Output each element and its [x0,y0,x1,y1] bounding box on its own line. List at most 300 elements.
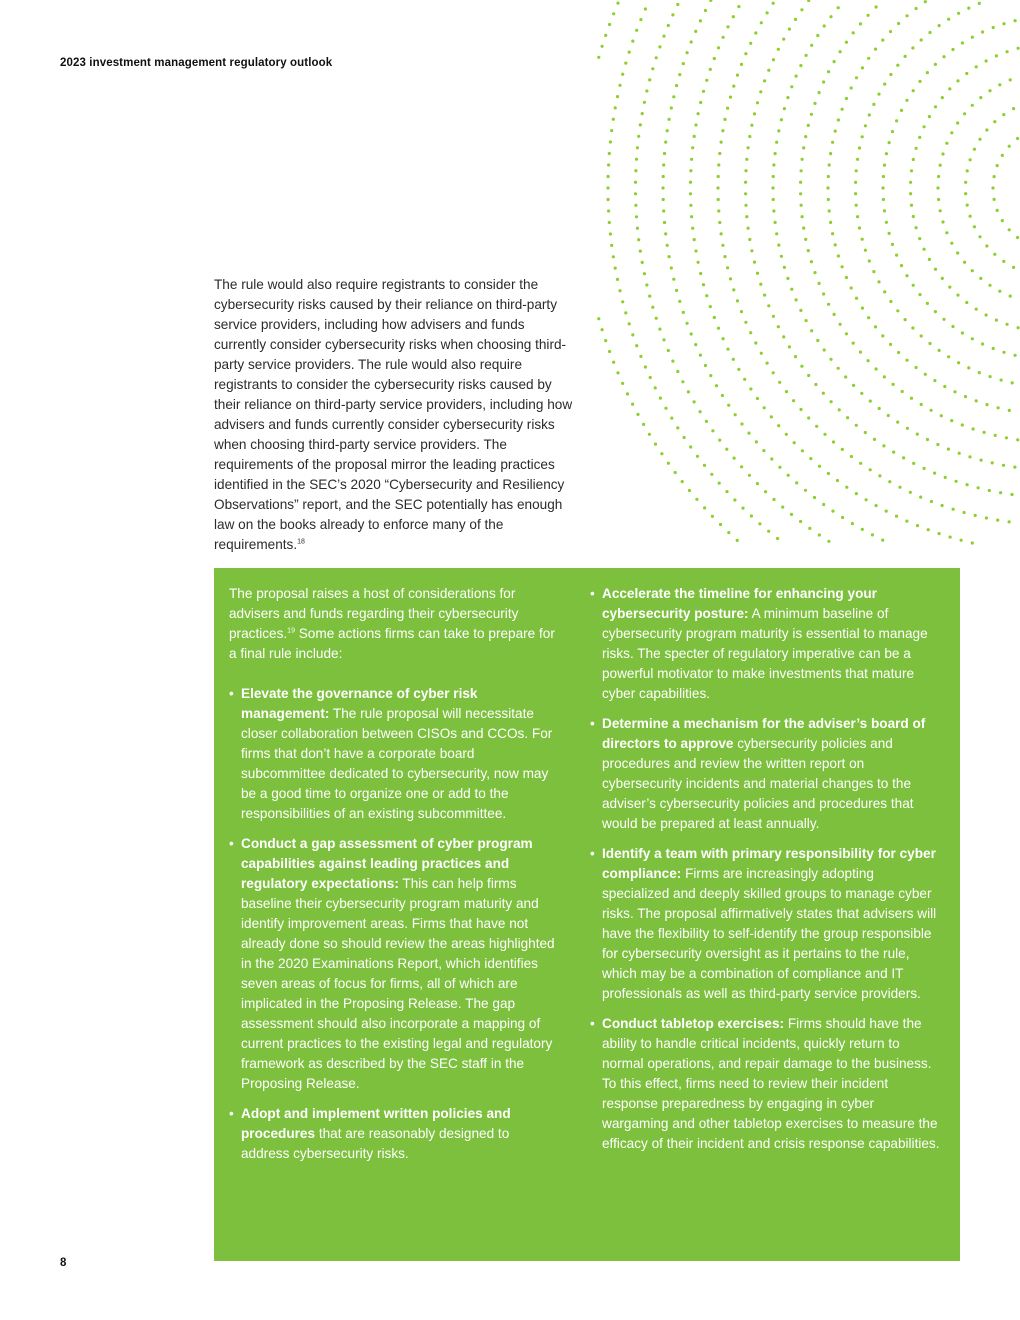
decorative-dot [938,24,941,27]
decorative-dot [957,361,960,364]
decorative-dot [709,68,712,71]
decorative-dot [943,385,946,388]
decorative-dot [969,215,972,218]
decorative-dot [635,344,638,347]
decorative-dot [864,431,867,434]
actions-callout-box [214,568,960,1261]
decorative-dot [995,319,998,322]
decorative-dot [813,496,816,499]
decorative-dot [621,73,624,76]
decorative-dot [717,46,720,49]
decorative-dot [1017,326,1020,329]
decorative-dot [618,289,621,292]
decorative-dot [911,46,914,49]
decorative-dot [1002,260,1005,263]
decorative-dot [994,434,997,437]
decorative-dot [672,278,675,281]
decorative-dot [810,329,813,332]
decorative-dot [639,18,642,21]
decorative-dot [668,118,671,121]
decorative-dot [918,136,921,139]
decorative-dot [967,7,970,10]
decorative-dot [915,226,918,229]
decorative-dot [915,7,918,10]
decorative-dot [612,118,615,121]
decorative-dot [973,148,976,151]
decorative-dot [799,192,802,195]
decorative-dot [616,1,619,4]
decorative-dot [612,12,615,15]
decorative-dot [846,416,849,419]
decorative-dot [697,261,700,264]
decorative-dot [827,175,830,178]
decorative-dot [631,333,634,336]
decorative-dot [889,343,892,346]
decorative-dot [801,158,804,161]
decorative-dot [801,215,804,218]
decorative-dot [902,456,905,459]
decorative-dot [778,466,781,469]
decorative-dot [906,359,909,362]
decorative-dot [877,280,880,283]
decorative-dot [882,444,885,447]
decorative-dot [744,321,747,324]
decorative-dot [979,96,982,99]
decorative-dot [963,112,966,115]
decorative-dot [1001,154,1004,157]
decorative-dot [763,406,766,409]
decorative-dot [856,215,859,218]
decorative-dot [829,221,832,224]
decorative-dot [905,520,908,523]
decorative-dot [991,461,994,464]
decorative-dot [772,498,775,501]
decorative-dot [961,331,964,334]
decorative-dot [756,397,759,400]
decorative-dot [928,31,931,34]
decorative-dot [855,169,858,172]
decorative-dot [610,244,613,247]
decorative-dot [928,115,931,118]
decorative-dot [881,39,884,42]
decorative-dot [804,238,807,241]
decorative-dot [756,272,759,275]
decorative-dot [763,294,766,297]
decorative-dot [850,286,853,289]
decorative-dot [795,75,798,78]
decorative-dot [644,7,647,10]
decorative-dot [643,101,646,104]
decorative-dot [799,408,802,411]
decorative-dot [996,164,999,167]
decorative-dot [961,423,964,426]
decorative-dot [800,8,803,11]
decorative-dot [829,358,832,361]
decorative-dot [794,18,797,21]
decorative-dot [871,533,874,536]
decorative-dot [661,186,664,189]
decorative-dot [718,439,721,442]
decorative-dot [740,422,743,425]
decorative-dot [827,70,830,73]
decorative-dot [597,56,600,59]
decorative-dot [758,522,761,525]
decorative-dot [867,57,870,60]
decorative-dot [981,342,984,345]
decorative-dot [772,198,775,201]
decorative-dot [688,489,691,492]
decorative-dot [889,73,892,76]
decorative-dot [689,192,692,195]
decorative-dot [744,204,747,207]
decorative-dot [813,271,816,274]
decorative-dot [900,264,903,267]
decorative-dot [918,237,921,240]
decorative-dot [777,129,780,132]
decorative-dot [675,289,678,292]
decorative-dot [981,30,984,33]
decorative-dot [726,107,729,110]
decorative-dot [610,129,613,132]
decorative-dot [727,404,730,407]
decorative-dot [639,250,642,253]
decorative-dot [745,158,748,161]
decorative-dot [794,355,797,358]
decorative-dot [636,227,639,230]
decorative-dot [810,44,813,47]
decorative-dot [915,366,918,369]
decorative-dot [845,276,848,279]
decorative-dot [628,51,631,54]
decorative-dot [699,410,702,413]
decorative-dot [885,152,888,155]
decorative-dot [749,331,752,334]
decorative-dot [1008,520,1011,523]
decorative-dot [850,455,853,458]
decorative-dot [934,105,937,108]
decorative-dot [637,135,640,138]
decorative-dot [988,284,991,287]
decorative-dot [904,55,907,58]
decorative-dot [781,506,784,509]
decorative-dot [834,243,837,246]
decorative-dot [810,260,813,263]
decorative-dot [841,516,844,519]
decorative-dot [888,232,891,235]
decorative-dot [681,480,684,483]
decorative-dot [777,424,780,427]
decorative-dot [910,397,913,400]
decorative-dot [852,31,855,34]
decorative-dot [608,23,611,26]
decorative-dot [912,215,915,218]
decorative-dot [874,48,877,51]
decorative-dot [624,62,627,65]
decorative-dot [941,277,944,280]
decorative-dot [748,474,751,477]
decorative-dot [749,42,752,45]
decorative-dot [785,390,788,393]
decorative-dot [933,379,936,382]
decorative-dot [745,215,748,218]
decorative-dot [744,192,747,195]
decorative-dot [667,462,670,465]
decorative-dot [938,349,941,352]
decorative-dot [1014,354,1017,357]
decorative-dot [662,209,665,212]
decorative-dot [818,465,821,468]
decorative-dot [942,318,945,321]
decorative-dot [860,392,863,395]
decorative-dot [676,426,679,429]
decorative-dot [715,384,718,387]
decorative-dot [978,2,981,5]
decorative-dot [854,181,857,184]
decorative-dot [845,486,848,489]
decorative-dot [856,158,859,161]
decorative-dot [716,186,719,189]
action-item: • Identify a team with primary responsibility for cyber compliance: Firms are increasingly adopting specialized and deeply skilled groups to manage cyber risks. The proposal affirmatively states that advisers will have the flexibility to self-identify the group responsible for cybersecurity oversight as it pertains to the rule, which may be a combination of compliance and IT professionals as well as third-party service providers. [590,844,942,1004]
decorative-dot [978,235,981,238]
decorative-dot [941,152,944,155]
decorative-dot [756,482,759,485]
decorative-dot [988,89,991,92]
decorative-dot [861,238,864,241]
decorative-dot [616,371,619,374]
decorative-dot [978,138,981,141]
decorative-dot [750,514,753,517]
decorative-dot [924,373,927,376]
decorative-dot [910,169,913,172]
decorative-dot [723,118,726,121]
decorative-dot [837,6,840,9]
decorative-dot [695,498,698,501]
decorative-dot [1017,47,1020,50]
decorative-dot [729,277,732,280]
decorative-dot [732,358,735,361]
decorative-dot [689,204,692,207]
decorative-dot [1009,295,1012,298]
decorative-dot [965,301,968,304]
decorative-dot [889,300,892,303]
decorative-dot [901,390,904,393]
decorative-dot [950,242,953,245]
decorative-dot [607,198,610,201]
decorative-dot [924,0,927,3]
action-list-right [590,584,942,1154]
decorative-dot [1010,493,1013,496]
decorative-dot [918,80,921,83]
decorative-dot [642,423,645,426]
decorative-dot [702,283,705,286]
decorative-dot [930,500,933,503]
decorative-dot [608,350,611,353]
decorative-dot [759,283,762,286]
decorative-dot [760,352,763,355]
decorative-dot [966,169,969,172]
decorative-dot [912,89,915,92]
decorative-dot [859,351,862,354]
decorative-dot [614,106,617,109]
decorative-dot [747,146,750,149]
decorative-dot [777,244,780,247]
document-header: 2023 investment management regulatory outlook [60,57,333,69]
decorative-dot [709,305,712,308]
decorative-dot [674,471,677,474]
decorative-dot [993,175,996,178]
decorative-dot [750,249,753,252]
decorative-dot [607,209,610,212]
decorative-dot [985,244,988,247]
decorative-dot [833,313,836,316]
decorative-dot [772,209,775,212]
decorative-dot [658,45,661,48]
decorative-dot [941,220,944,223]
decorative-dot [790,85,793,88]
decorative-dot [651,306,654,309]
decorative-dot [690,40,693,43]
decorative-dot [744,181,747,184]
decorative-dot [939,164,942,167]
decorative-dot [607,163,610,166]
decorative-dot [822,503,825,506]
decorative-dot [823,348,826,351]
decorative-dot [992,26,995,29]
decorative-dot [952,508,955,511]
decorative-dot [991,186,994,189]
decorative-dot [740,63,743,66]
decorative-dot [770,415,773,418]
footnote-ref: 18 [297,538,305,546]
decorative-dot [875,504,878,507]
decorative-dot [766,11,769,14]
decorative-dot [717,163,720,166]
decorative-dot [858,226,861,229]
decorative-dot [655,56,658,59]
decorative-dot [660,452,663,455]
decorative-dot [722,337,725,340]
decorative-dot [604,34,607,37]
decorative-dot [867,316,870,319]
decorative-dot [780,118,783,121]
decorative-dot [606,186,609,189]
decorative-dot [744,169,747,172]
decorative-dot [804,135,807,138]
decorative-dot [747,432,750,435]
decorative-dot [682,62,685,65]
decorative-dot [855,492,858,495]
decorative-dot [888,141,891,144]
decorative-dot [810,113,813,116]
decorative-dot [969,158,972,161]
decorative-dot [904,318,907,321]
decorative-dot [772,2,775,5]
decorative-dot [910,204,913,207]
decorative-dot [916,433,919,436]
decorative-dot [927,528,930,531]
decorative-dot [865,498,868,501]
decorative-dot [837,118,840,121]
decorative-dot [699,272,702,275]
decorative-dot [635,29,638,32]
decorative-dot [637,238,640,241]
decorative-dot [909,192,912,195]
decorative-dot [748,238,751,241]
decorative-dot [869,468,872,471]
decorative-dot [950,131,953,134]
decorative-dot [809,457,812,460]
decorative-dot [668,255,671,258]
decorative-dot [944,476,947,479]
decorative-dot [737,5,740,8]
decorative-dot [733,457,736,460]
decorative-dot [993,253,996,256]
decorative-dot [815,425,818,428]
decorative-dot [694,123,697,126]
decorative-dot [895,515,898,518]
decorative-dot [664,407,667,410]
decorative-dot [725,448,728,451]
decorative-dot [754,31,757,34]
decorative-dot [799,64,802,67]
decorative-dot [837,254,840,257]
decorative-dot [676,3,679,6]
decorative-dot [782,335,785,338]
decorative-dot [851,522,854,525]
action-item: • Accelerate the timeline for enhancing your cybersecurity posture: A minimum baseline of cybersecurity program maturity is essential to manage risks. The specter of regulatory imperative can be a powerful motivator to make investments that mature cyber capabilities. [590,584,942,704]
decorative-dot [831,510,834,513]
decorative-dot [655,317,658,320]
decorative-dot [997,406,1000,409]
decorative-dot [920,38,923,41]
decorative-dot [875,367,878,370]
decorative-dot [1002,351,1005,354]
decorative-dot [788,345,791,348]
decorative-dot [915,147,918,150]
decorative-dot [618,84,621,87]
decorative-dot [897,22,900,25]
decorative-dot [832,440,835,443]
decorative-dot [867,359,870,362]
decorative-dot [813,102,816,105]
decorative-dot [772,315,775,318]
decorative-dot [667,349,670,352]
action-item: • Adopt and implement written policies and procedures that are reasonably designed to address cybersecurity risks. [229,1104,559,1164]
decorative-dot [923,467,926,470]
decorative-dot [855,76,858,79]
decorative-dot [713,316,716,319]
decorative-dot [682,311,685,314]
decorative-dot [934,310,937,313]
decorative-dot [664,232,667,235]
decorative-dot [767,304,770,307]
decorative-dot [905,99,908,102]
decorative-dot [612,255,615,258]
decorative-dot [648,433,651,436]
decorative-dot [872,270,875,273]
decorative-dot [875,5,878,8]
decorative-dot [889,30,892,33]
decorative-dot [965,72,968,75]
decorative-dot [961,41,964,44]
decorative-dot [827,198,830,201]
decorative-dot [855,204,858,207]
decorative-dot [634,204,637,207]
decorative-dot [883,375,886,378]
decorative-dot [720,141,723,144]
decorative-dot [918,293,921,296]
decorative-dot [662,198,665,201]
